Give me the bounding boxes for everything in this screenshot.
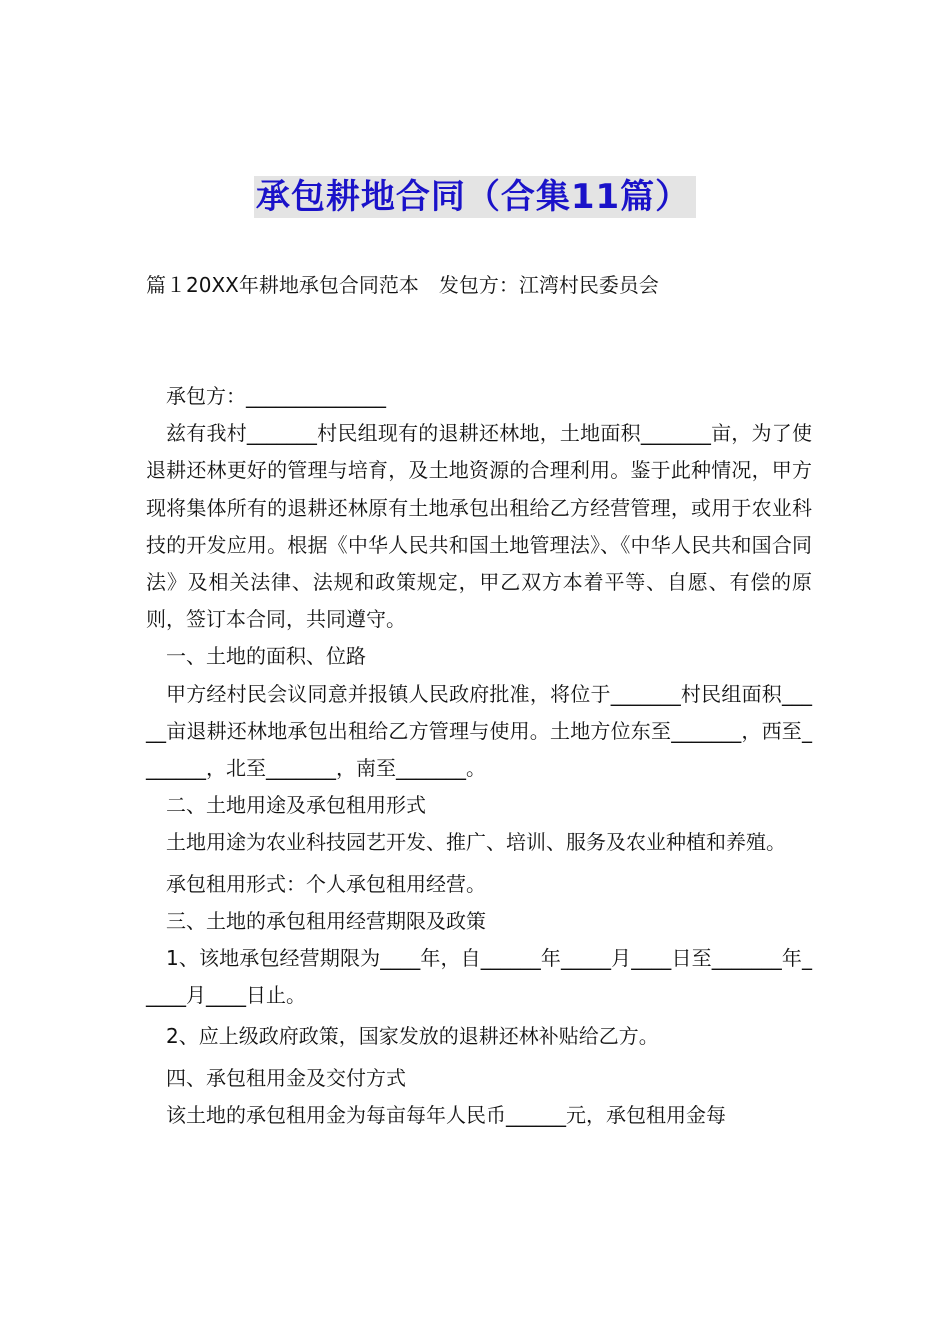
document-body: [146, 378, 812, 1134]
term-paragraph: 1、该地承包经营期限为____年，自______年_____月____日至_______年_____月____日止。: [146, 946, 812, 1008]
document-title: 承包耕地合同（合集11篇）: [254, 176, 696, 218]
section-1-paragraph: 甲方经村民会议同意并报镇人民政府批准，将位于_______村民组面积_____亩退耕还林地承包出租给乙方管理与使用。土地方位东至_______，西至_______，北至_______，南至_______。: [146, 681, 812, 781]
lease-form-paragraph: 承包租用形式：个人承包租用经营。: [166, 871, 486, 896]
document-subtitle: 篇１20XX年耕地承包合同范本 发包方：江湾村民委员会: [146, 273, 659, 297]
rent-paragraph: 该土地的承包租用金为每亩每年人民币______元，承包租用金每: [166, 1102, 726, 1127]
party-b-line: 承包方：______________: [166, 384, 386, 408]
section-heading-4: 四、承包租用金及交付方式: [166, 1065, 406, 1090]
section-heading-3: 三、土地的承包租用经营期限及政策: [166, 908, 486, 933]
section-heading-2: 二、土地用途及承包租用形式: [166, 793, 426, 818]
land-use-paragraph: 土地用途为农业科技园艺开发、推广、培训、服务及农业种植和养殖。: [166, 830, 786, 855]
section-heading-1: 一、土地的面积、位路: [166, 644, 366, 669]
intro-paragraph: 兹有我村_______村民组现有的退耕还林地，土地面积_______亩，为了使退耕还林更好的管理与培育，及土地资源的合理利用。鉴于此种情况，甲方现将集体所有的退耕还林原有土地承包出租给乙方经营管理，或用于农业科技的开发应用。根据《中华人民共和国土地管理法》、《中华人民共和国合同法》及相关法律、法规和政策规定，甲乙双方本着平等、自愿、有偿的原则，签订本合同，共同遵守。: [146, 421, 812, 632]
title-block: [0, 176, 950, 218]
subsidy-paragraph: 2、应上级政府政策，国家发放的退耕还林补贴给乙方。: [166, 1024, 659, 1049]
